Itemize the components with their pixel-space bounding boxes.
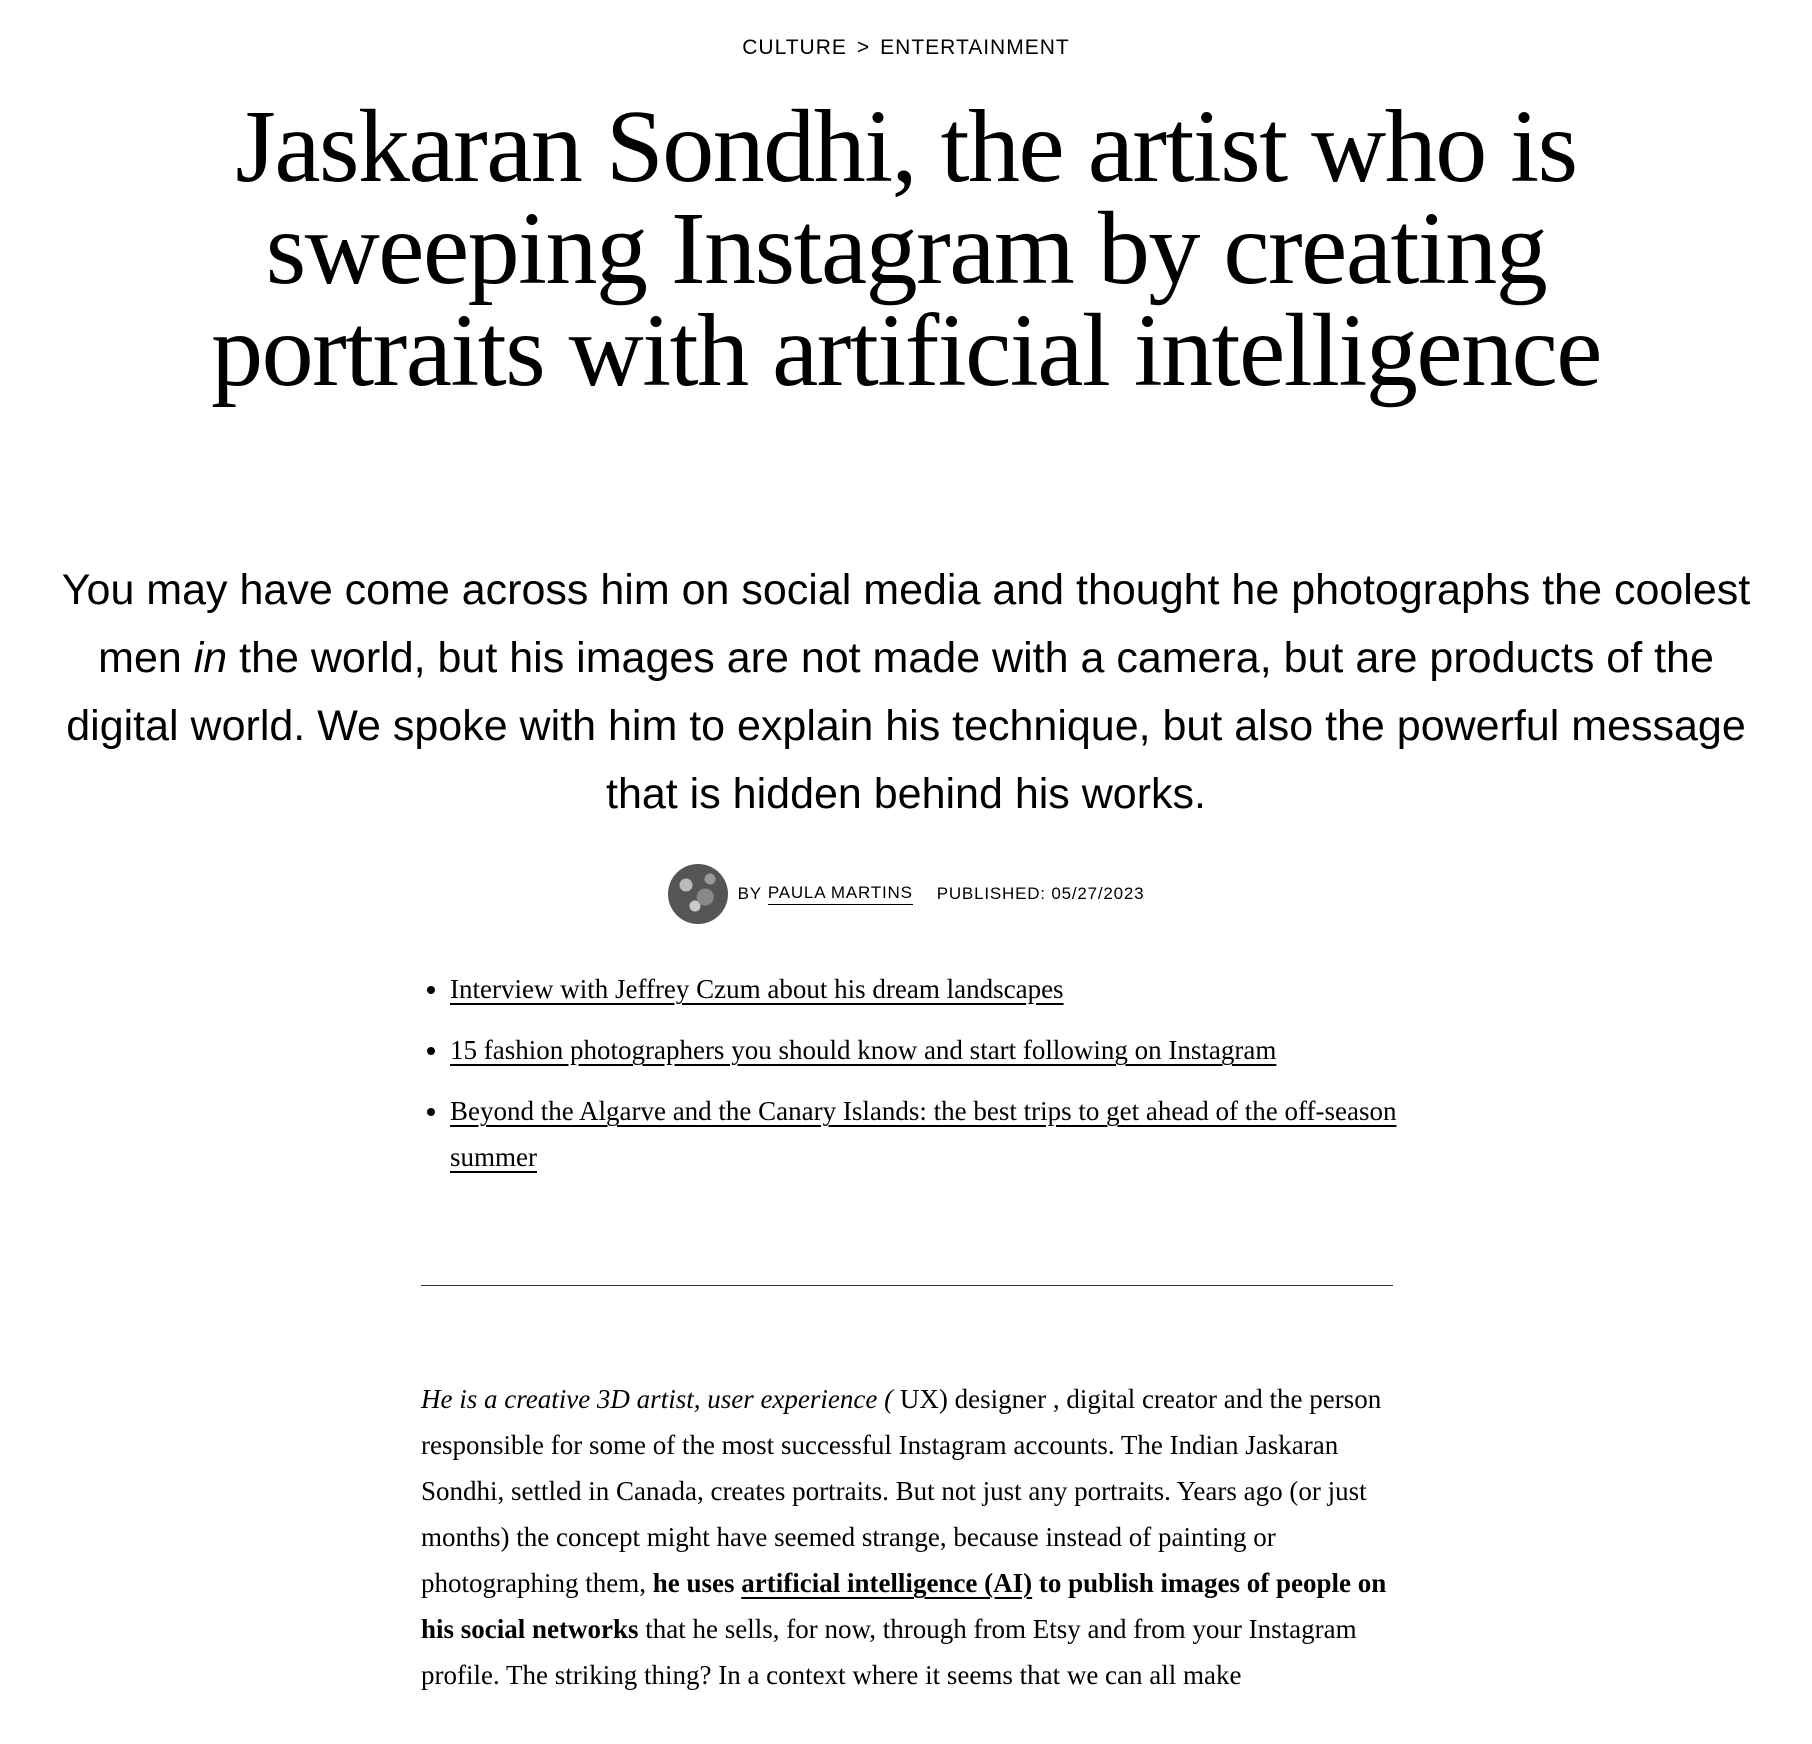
related-article-item (450, 1088, 1430, 1180)
body-bold-link-wrapper (741, 1568, 1032, 1598)
related-article-item (450, 1027, 1430, 1073)
article-dek (40, 556, 1772, 828)
dek-text-end: the world, but his images are not made with a camera, but are products of the digital world. We spoke with him to explain his technique, but also the powerful message that is hidden behind his works. (66, 634, 1746, 818)
body-text-1: UX) designer , digital creator and the person responsible for some of the most successful Instagram accounts. The Indian Jaskaran Sondhi, settled in Canada, creates portraits. But not just any portraits. Years ago (or just months) the concept might have seemed strange, because instead of painting or photographing them, (421, 1384, 1382, 1598)
article-headline: Jaskaran Sondhi, the artist who is sweeping Instagram by creating portraits with artificial intelligence (211, 89, 1601, 408)
related-article-link-1[interactable]: Interview with Jeffrey Czum about his dream landscapes (450, 974, 1064, 1004)
body-bold-2: to publish images of people on his social networks (421, 1568, 1387, 1644)
related-article-link-3[interactable]: Beyond the Algarve and the Canary Islands: the best trips to get ahead of the off-season summer (450, 1096, 1397, 1172)
author-avatar[interactable] (668, 864, 728, 924)
byline-by-label: BY (737, 884, 762, 903)
author-link[interactable]: PAULA MARTINS (768, 883, 913, 905)
breadcrumb-separator: > (856, 36, 871, 59)
dek-text-start: You may have come across him on social media and thought he photographs the coolest men (61, 566, 1751, 682)
dek-italic-word: in (193, 634, 228, 682)
breadcrumb-culture-link[interactable]: CULTURE (742, 36, 847, 59)
related-article-link-2[interactable]: 15 fashion photographers you should know and start following on Instagram (450, 1035, 1277, 1065)
body-bold-1: he uses (652, 1568, 742, 1598)
related-article-item (450, 966, 1430, 1012)
breadcrumb (0, 36, 1812, 60)
related-articles-list (420, 966, 1430, 1195)
section-divider (421, 1285, 1393, 1286)
breadcrumb-entertainment-link[interactable]: ENTERTAINMENT (880, 36, 1070, 59)
ai-link[interactable]: artificial intelligence (AI) (741, 1568, 1033, 1598)
body-italic-intro: He is a creative 3D artist, user experience ( (421, 1384, 900, 1414)
byline (0, 864, 1812, 924)
published-date: PUBLISHED: 05/27/2023 (936, 884, 1145, 903)
body-text-2: that he sells, for now, through from Etsy and from your Instagram profile. The striking thing? In a context where it seems that we can all make (421, 1614, 1357, 1690)
article-body-paragraph (421, 1376, 1393, 1698)
